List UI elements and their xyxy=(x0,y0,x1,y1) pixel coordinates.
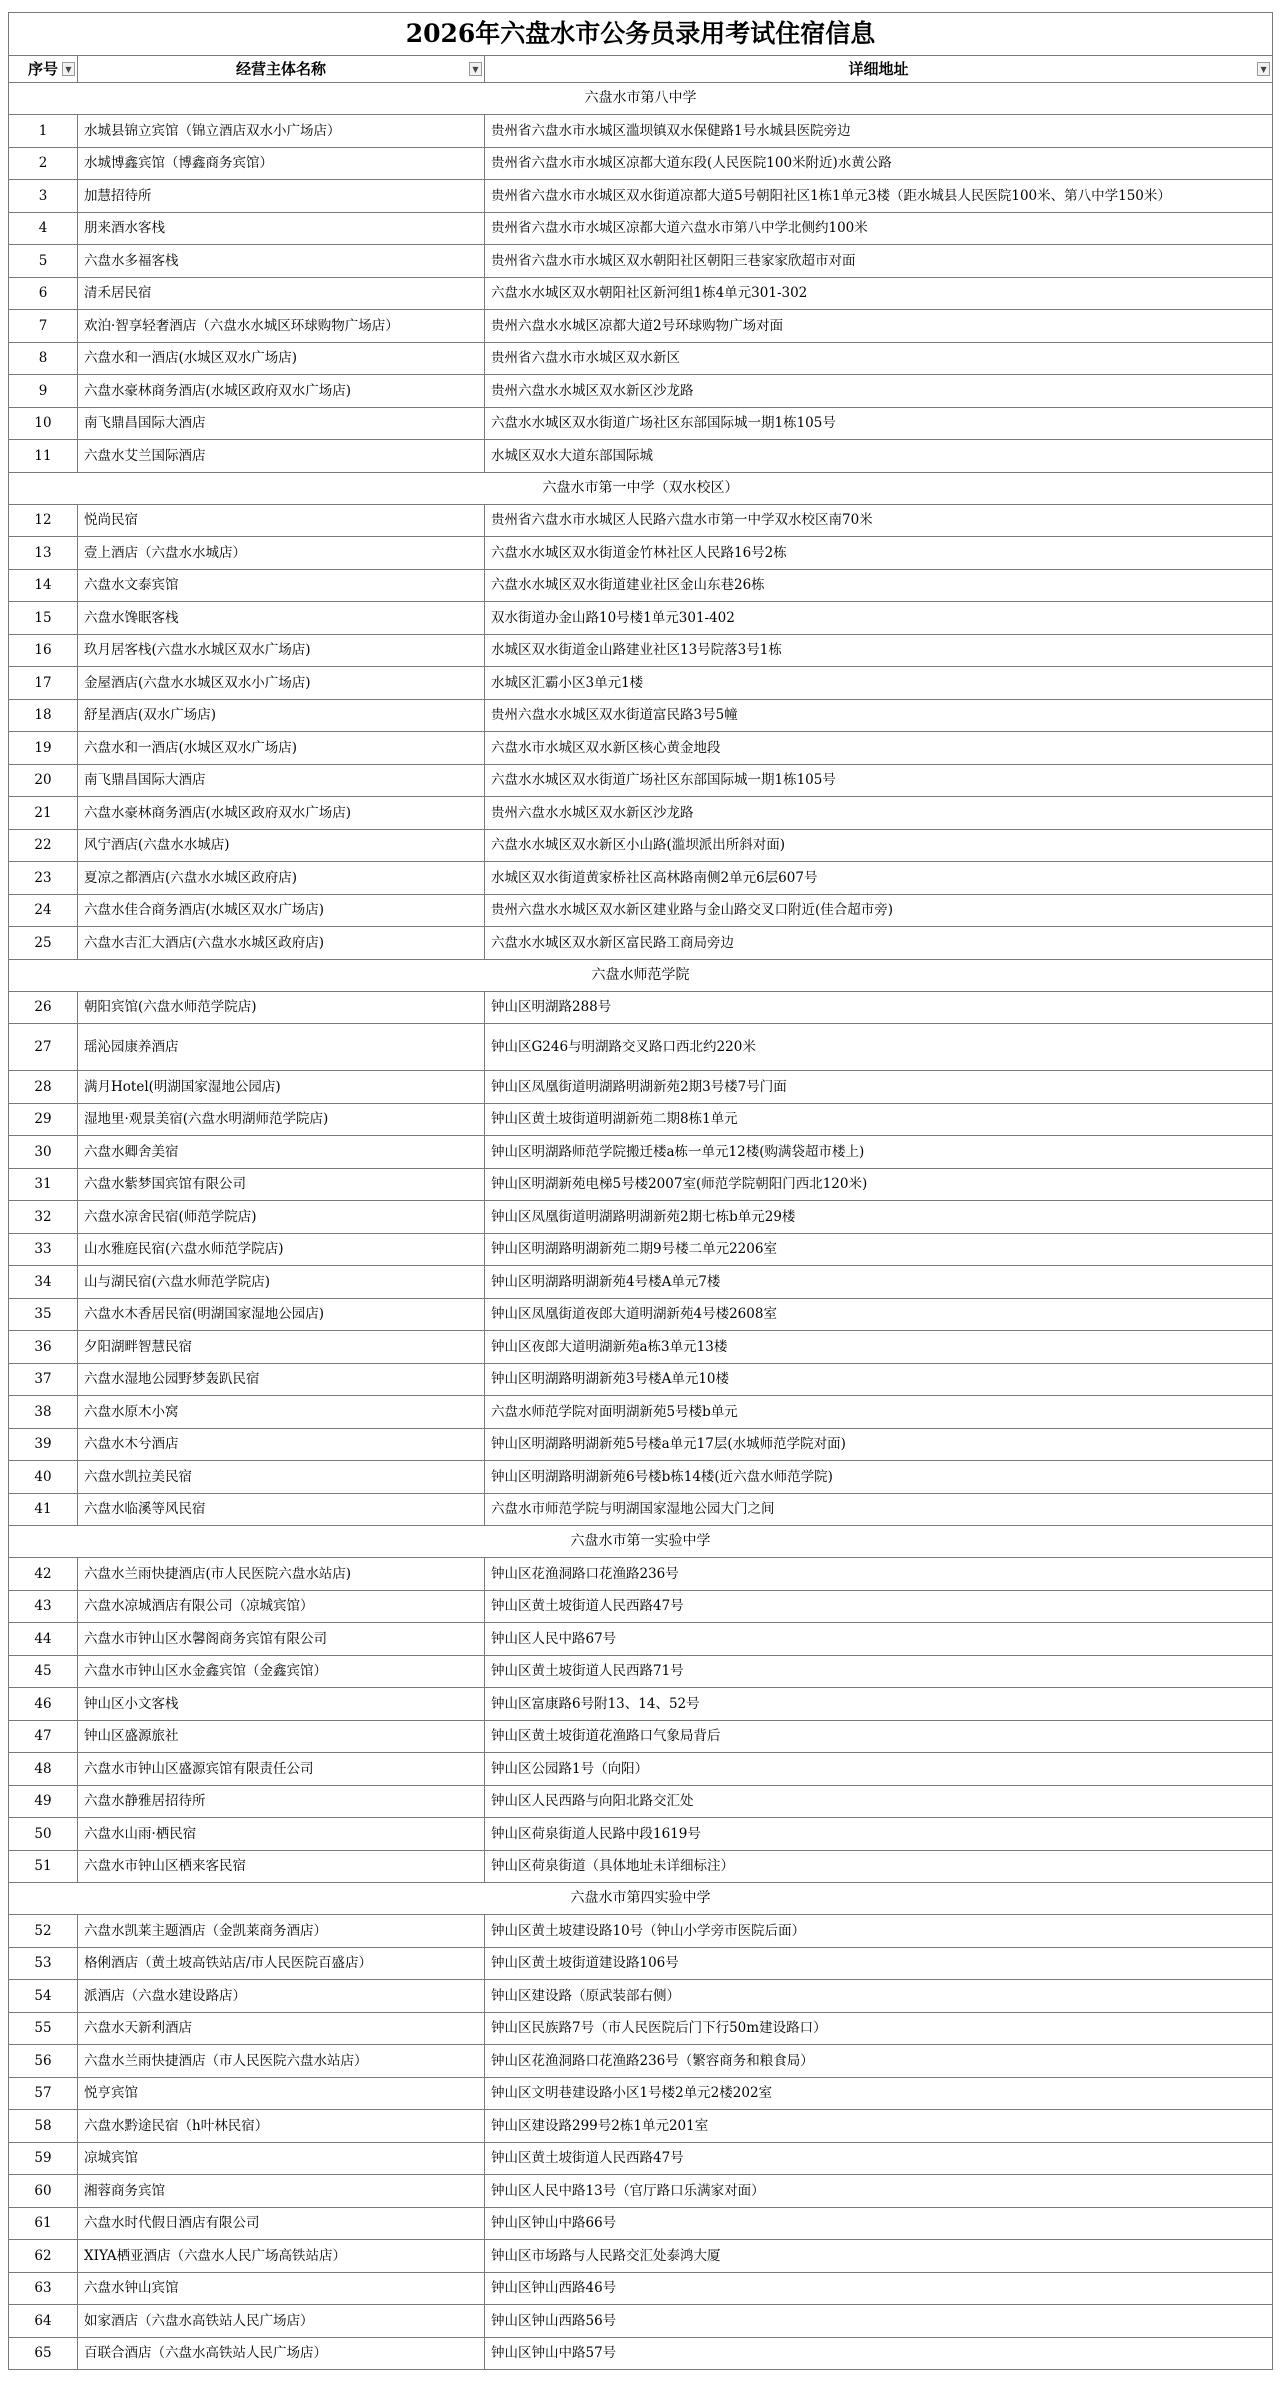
filter-dropdown-icon[interactable]: ▼ xyxy=(62,62,75,76)
address-cell[interactable]: 六盘水师范学院对面明湖新苑5号楼b单元 xyxy=(485,1396,1273,1429)
row-number-cell[interactable]: 9 xyxy=(9,375,78,408)
business-name-cell[interactable]: 玖月居客栈(六盘水水城区双水广场店) xyxy=(78,634,485,667)
table-row xyxy=(9,1558,1273,1591)
address-cell[interactable]: 钟山区公园路1号（向阳） xyxy=(485,1753,1273,1786)
address-cell[interactable]: 贵州六盘水水城区双水新区沙龙路 xyxy=(485,797,1273,830)
row-number-cell[interactable]: 14 xyxy=(9,569,78,602)
row-number-cell[interactable]: 59 xyxy=(9,2142,78,2175)
address-cell[interactable]: 钟山区花渔洞路口花渔路236号 xyxy=(485,1558,1273,1591)
address-cell[interactable]: 钟山区黄土坡建设路10号（钟山小学旁市医院后面） xyxy=(485,1915,1273,1948)
table-row xyxy=(9,569,1273,602)
table-row xyxy=(9,1915,1273,1948)
row-number-cell[interactable]: 61 xyxy=(9,2207,78,2240)
table-body xyxy=(9,83,1273,2370)
business-name-cell[interactable]: 如家酒店（六盘水高铁站人民广场店） xyxy=(78,2305,485,2338)
table-row xyxy=(9,2272,1273,2305)
business-name-cell[interactable]: 六盘水木香居民宿(明湖国家湿地公园店) xyxy=(78,1298,485,1331)
table-row xyxy=(9,245,1273,278)
address-cell[interactable]: 钟山区黄土坡街道人民西路47号 xyxy=(485,2142,1273,2175)
table-row xyxy=(9,1688,1273,1721)
table-row xyxy=(9,1818,1273,1851)
business-name-cell[interactable]: 六盘水和一酒店(水城区双水广场店) xyxy=(78,342,485,375)
business-name-cell[interactable]: 朝阳宾馆(六盘水师范学院店) xyxy=(78,991,485,1024)
address-cell[interactable]: 钟山区明湖新苑电梯5号楼2007室(师范学院朝阳门西北120米) xyxy=(485,1168,1273,1201)
row-number-cell[interactable]: 11 xyxy=(9,440,78,473)
table-row xyxy=(9,2045,1273,2078)
business-name-cell[interactable]: XIYA栖亚酒店（六盘水人民广场高铁站店） xyxy=(78,2240,485,2273)
table-row xyxy=(9,894,1273,927)
table-row xyxy=(9,1720,1273,1753)
business-name-cell[interactable]: 六盘水临溪等风民宿 xyxy=(78,1493,485,1526)
row-number-cell[interactable]: 47 xyxy=(9,1720,78,1753)
row-number-cell[interactable]: 15 xyxy=(9,602,78,635)
table-row xyxy=(9,2175,1273,2208)
row-number-cell[interactable]: 32 xyxy=(9,1201,78,1234)
business-name-cell[interactable]: 派酒店（六盘水建设路店） xyxy=(78,1980,485,2013)
header-cell-address[interactable] xyxy=(485,56,1273,83)
table-row xyxy=(9,1024,1273,1071)
section-header-row xyxy=(9,1526,1273,1558)
business-name-cell[interactable]: 六盘水木兮酒店 xyxy=(78,1428,485,1461)
address-cell[interactable]: 钟山区荷泉街道（具体地址未详细标注） xyxy=(485,1850,1273,1883)
table-row xyxy=(9,1103,1273,1136)
business-name-cell[interactable]: 金屋酒店(六盘水水城区双水小广场店) xyxy=(78,667,485,700)
row-number-cell[interactable]: 51 xyxy=(9,1850,78,1883)
row-number-cell[interactable]: 46 xyxy=(9,1688,78,1721)
row-number-cell[interactable]: 36 xyxy=(9,1331,78,1364)
section-header-row xyxy=(9,83,1273,115)
table-row xyxy=(9,2077,1273,2110)
table-row xyxy=(9,180,1273,213)
row-number-cell[interactable]: 53 xyxy=(9,1947,78,1980)
address-cell[interactable]: 钟山区建设路（原武装部右侧） xyxy=(485,1980,1273,2013)
address-cell[interactable]: 钟山区凤凰街道明湖路明湖新苑2期3号楼7号门面 xyxy=(485,1071,1273,1104)
header-cell-no[interactable] xyxy=(9,56,78,83)
business-name-cell[interactable]: 夏凉之都酒店(六盘水水城区政府店) xyxy=(78,862,485,895)
section-title[interactable]: 六盘水师范学院 xyxy=(9,959,1273,991)
table-row xyxy=(9,2337,1273,2370)
row-number-cell[interactable]: 6 xyxy=(9,277,78,310)
header-no-label: 序号 xyxy=(27,60,58,78)
table-row xyxy=(9,1655,1273,1688)
row-number-cell[interactable]: 10 xyxy=(9,407,78,440)
section-header-row xyxy=(9,472,1273,504)
row-number-cell[interactable]: 24 xyxy=(9,894,78,927)
business-name-cell[interactable]: 六盘水市钟山区水金鑫宾馆（金鑫宾馆） xyxy=(78,1655,485,1688)
row-number-cell[interactable]: 50 xyxy=(9,1818,78,1851)
business-name-cell[interactable]: 南飞鼎昌国际大酒店 xyxy=(78,764,485,797)
business-name-cell[interactable]: 欢泊·智享轻奢酒店（六盘水水城区环球购物广场店） xyxy=(78,310,485,343)
section-title[interactable]: 六盘水市第一中学（双水校区） xyxy=(9,472,1273,504)
business-name-cell[interactable]: 钟山区小文客栈 xyxy=(78,1688,485,1721)
table-row xyxy=(9,2240,1273,2273)
address-cell[interactable]: 钟山区钟山西路56号 xyxy=(485,2305,1273,2338)
table-row xyxy=(9,277,1273,310)
row-number-cell[interactable]: 37 xyxy=(9,1363,78,1396)
row-number-cell[interactable]: 65 xyxy=(9,2337,78,2370)
business-name-cell[interactable]: 六盘水市钟山区栖来客民宿 xyxy=(78,1850,485,1883)
row-number-cell[interactable]: 2 xyxy=(9,147,78,180)
row-number-cell[interactable]: 58 xyxy=(9,2110,78,2143)
business-name-cell[interactable]: 钟山区盛源旅社 xyxy=(78,1720,485,1753)
table-row xyxy=(9,1331,1273,1364)
address-cell[interactable]: 水城区汇霸小区3单元1楼 xyxy=(485,667,1273,700)
row-number-cell[interactable]: 40 xyxy=(9,1461,78,1494)
address-cell[interactable]: 钟山区黄土坡街道花渔路口气象局背后 xyxy=(485,1720,1273,1753)
business-name-cell[interactable]: 六盘水凉舍民宿(师范学院店) xyxy=(78,1201,485,1234)
row-number-cell[interactable]: 64 xyxy=(9,2305,78,2338)
row-number-cell[interactable]: 1 xyxy=(9,115,78,148)
row-number-cell[interactable]: 7 xyxy=(9,310,78,343)
business-name-cell[interactable]: 六盘水和一酒店(水城区双水广场店) xyxy=(78,732,485,765)
business-name-cell[interactable]: 六盘水豪林商务酒店(水城区政府双水广场店) xyxy=(78,797,485,830)
address-cell[interactable]: 六盘水水城区双水街道广场社区东部国际城一期1栋105号 xyxy=(485,764,1273,797)
row-number-cell[interactable]: 62 xyxy=(9,2240,78,2273)
table-row xyxy=(9,862,1273,895)
row-number-cell[interactable]: 35 xyxy=(9,1298,78,1331)
table-row xyxy=(9,1396,1273,1429)
row-number-cell[interactable]: 5 xyxy=(9,245,78,278)
table-row xyxy=(9,2012,1273,2045)
row-number-cell[interactable]: 17 xyxy=(9,667,78,700)
row-number-cell[interactable]: 25 xyxy=(9,927,78,960)
address-cell[interactable]: 贵州省六盘水市水城区双水街道凉都大道5号朝阳社区1栋1单元3楼（距水城县人民医院100米、第八中学150米） xyxy=(485,180,1273,213)
business-name-cell[interactable]: 六盘水凉城酒店有限公司（凉城宾馆） xyxy=(78,1590,485,1623)
row-number-cell[interactable]: 30 xyxy=(9,1136,78,1169)
row-number-cell[interactable]: 29 xyxy=(9,1103,78,1136)
address-cell[interactable]: 贵州六盘水水城区双水街道富民路3号5幢 xyxy=(485,699,1273,732)
business-name-cell[interactable]: 壹上酒店（六盘水水城店） xyxy=(78,537,485,570)
table-row xyxy=(9,407,1273,440)
business-name-cell[interactable]: 六盘水原木小窝 xyxy=(78,1396,485,1429)
business-name-cell[interactable]: 悦亨宾馆 xyxy=(78,2077,485,2110)
row-number-cell[interactable]: 22 xyxy=(9,829,78,862)
filter-dropdown-icon[interactable]: ▼ xyxy=(469,62,482,76)
business-name-cell[interactable]: 湿地里·观景美宿(六盘水明湖师范学院店) xyxy=(78,1103,485,1136)
row-number-cell[interactable]: 18 xyxy=(9,699,78,732)
business-name-cell[interactable]: 凉城宾馆 xyxy=(78,2142,485,2175)
business-name-cell[interactable]: 夕阳湖畔智慧民宿 xyxy=(78,1331,485,1364)
address-cell[interactable]: 贵州六盘水水城区双水新区沙龙路 xyxy=(485,375,1273,408)
table-row xyxy=(9,2110,1273,2143)
row-number-cell[interactable]: 60 xyxy=(9,2175,78,2208)
row-number-cell[interactable]: 31 xyxy=(9,1168,78,1201)
business-name-cell[interactable]: 六盘水佳合商务酒店(水城区双水广场店) xyxy=(78,894,485,927)
business-name-cell[interactable]: 水城博鑫宾馆（博鑫商务宾馆） xyxy=(78,147,485,180)
business-name-cell[interactable]: 六盘水凯拉美民宿 xyxy=(78,1461,485,1494)
address-cell[interactable]: 钟山区文明巷建设路小区1号楼2单元2楼202室 xyxy=(485,2077,1273,2110)
table-row xyxy=(9,1136,1273,1169)
row-number-cell[interactable]: 39 xyxy=(9,1428,78,1461)
row-number-cell[interactable]: 3 xyxy=(9,180,78,213)
row-number-cell[interactable]: 63 xyxy=(9,2272,78,2305)
table-row xyxy=(9,699,1273,732)
row-number-cell[interactable]: 55 xyxy=(9,2012,78,2045)
business-name-cell[interactable]: 六盘水山雨·栖民宿 xyxy=(78,1818,485,1851)
address-cell[interactable]: 钟山区民族路7号（市人民医院后门下行50m建设路口） xyxy=(485,2012,1273,2045)
business-name-cell[interactable]: 加慧招待所 xyxy=(78,180,485,213)
business-name-cell[interactable]: 朋来酒水客栈 xyxy=(78,212,485,245)
business-name-cell[interactable]: 六盘水天新利酒店 xyxy=(78,2012,485,2045)
row-number-cell[interactable]: 27 xyxy=(9,1024,78,1071)
row-number-cell[interactable]: 21 xyxy=(9,797,78,830)
address-cell[interactable]: 钟山区钟山中路57号 xyxy=(485,2337,1273,2370)
table-row xyxy=(9,212,1273,245)
table-row xyxy=(9,1785,1273,1818)
table-row xyxy=(9,1266,1273,1299)
business-name-cell[interactable]: 六盘水艾兰国际酒店 xyxy=(78,440,485,473)
table-row xyxy=(9,1590,1273,1623)
business-name-cell[interactable]: 南飞鼎昌国际大酒店 xyxy=(78,407,485,440)
business-name-cell[interactable]: 六盘水钟山宾馆 xyxy=(78,2272,485,2305)
address-cell[interactable]: 贵州省六盘水市水城区人民路六盘水市第一中学双水校区南70米 xyxy=(485,504,1273,537)
address-cell[interactable]: 钟山区明湖路288号 xyxy=(485,991,1273,1024)
spreadsheet xyxy=(8,12,1272,2370)
business-name-cell[interactable]: 六盘水文泰宾馆 xyxy=(78,569,485,602)
address-cell[interactable]: 贵州六盘水水城区凉都大道2号环球购物广场对面 xyxy=(485,310,1273,343)
title-row xyxy=(9,13,1273,56)
business-name-cell[interactable]: 六盘水兰雨快捷酒店(市人民医院六盘水站店) xyxy=(78,1558,485,1591)
address-cell[interactable]: 钟山区黄土坡街道明湖新苑二期8栋1单元 xyxy=(485,1103,1273,1136)
row-number-cell[interactable]: 56 xyxy=(9,2045,78,2078)
address-cell[interactable]: 钟山区花渔洞路口花渔路236号（繁容商务和粮食局） xyxy=(485,2045,1273,2078)
table-row xyxy=(9,1753,1273,1786)
business-name-cell[interactable]: 六盘水馋眠客栈 xyxy=(78,602,485,635)
row-number-cell[interactable]: 19 xyxy=(9,732,78,765)
row-number-cell[interactable]: 48 xyxy=(9,1753,78,1786)
address-cell[interactable]: 钟山区荷泉街道人民路中段1619号 xyxy=(485,1818,1273,1851)
table-row xyxy=(9,797,1273,830)
table-row xyxy=(9,991,1273,1024)
address-cell[interactable]: 钟山区凤凰街道夜郎大道明湖新苑4号楼2608室 xyxy=(485,1298,1273,1331)
business-name-cell[interactable]: 山水雅庭民宿(六盘水师范学院店) xyxy=(78,1233,485,1266)
address-cell[interactable]: 钟山区明湖路明湖新苑3号楼A单元10楼 xyxy=(485,1363,1273,1396)
business-name-cell[interactable]: 六盘水湿地公园野梦轰趴民宿 xyxy=(78,1363,485,1396)
business-name-cell[interactable]: 湘蓉商务宾馆 xyxy=(78,2175,485,2208)
table-row xyxy=(9,440,1273,473)
row-number-cell[interactable]: 38 xyxy=(9,1396,78,1429)
table-row xyxy=(9,375,1273,408)
table-row xyxy=(9,1168,1273,1201)
row-number-cell[interactable]: 16 xyxy=(9,634,78,667)
business-name-cell[interactable]: 六盘水黔途民宿（h叶林民宿） xyxy=(78,2110,485,2143)
row-number-cell[interactable]: 33 xyxy=(9,1233,78,1266)
header-name-label: 经营主体名称 xyxy=(235,60,326,78)
row-number-cell[interactable]: 26 xyxy=(9,991,78,1024)
address-cell[interactable]: 钟山区夜郎大道明湖新苑a栋3单元13楼 xyxy=(485,1331,1273,1364)
business-name-cell[interactable]: 水城县锦立宾馆（锦立酒店双水小广场店） xyxy=(78,115,485,148)
table-row xyxy=(9,1233,1273,1266)
row-number-cell[interactable]: 49 xyxy=(9,1785,78,1818)
table-row xyxy=(9,1493,1273,1526)
address-cell[interactable]: 钟山区明湖路明湖新苑6号楼b栋14楼(近六盘水师范学院) xyxy=(485,1461,1273,1494)
address-cell[interactable]: 贵州六盘水水城区双水新区建业路与金山路交叉口附近(佳合超市旁) xyxy=(485,894,1273,927)
row-number-cell[interactable]: 44 xyxy=(9,1623,78,1656)
table-row xyxy=(9,602,1273,635)
table-row xyxy=(9,1071,1273,1104)
table-row xyxy=(9,2142,1273,2175)
business-name-cell[interactable]: 格俐酒店（黄土坡高铁站店/市人民医院百盛店） xyxy=(78,1947,485,1980)
address-cell[interactable]: 六盘水水城区双水新区小山路(滥坝派出所斜对面) xyxy=(485,829,1273,862)
row-number-cell[interactable]: 13 xyxy=(9,537,78,570)
address-cell[interactable]: 钟山区明湖路明湖新苑二期9号楼二单元2206室 xyxy=(485,1233,1273,1266)
address-cell[interactable]: 钟山区明湖路师范学院搬迁楼a栋一单元12楼(购满袋超市楼上) xyxy=(485,1136,1273,1169)
table-row xyxy=(9,2305,1273,2338)
section-header-row xyxy=(9,959,1273,991)
row-number-cell[interactable]: 28 xyxy=(9,1071,78,1104)
address-cell[interactable]: 贵州省六盘水市水城区双水朝阳社区朝阳三巷家家欣超市对面 xyxy=(485,245,1273,278)
address-cell[interactable]: 钟山区人民中路67号 xyxy=(485,1623,1273,1656)
address-cell[interactable]: 贵州省六盘水市水城区凉都大道东段(人民医院100米附近)水黄公路 xyxy=(485,147,1273,180)
business-name-cell[interactable]: 六盘水市钟山区盛源宾馆有限责任公司 xyxy=(78,1753,485,1786)
section-header-row xyxy=(9,1883,1273,1915)
address-cell[interactable]: 水城区双水街道黄家桥社区高林路南侧2单元6层607号 xyxy=(485,862,1273,895)
address-cell[interactable]: 钟山区黄土坡街道人民西路71号 xyxy=(485,1655,1273,1688)
address-cell[interactable]: 六盘水市师范学院与明湖国家湿地公园大门之间 xyxy=(485,1493,1273,1526)
address-cell[interactable]: 六盘水水城区双水街道广场社区东部国际城一期1栋105号 xyxy=(485,407,1273,440)
table-row xyxy=(9,732,1273,765)
table-row xyxy=(9,537,1273,570)
address-cell[interactable]: 贵州省六盘水市水城区凉都大道六盘水市第八中学北侧约100米 xyxy=(485,212,1273,245)
business-name-cell[interactable]: 六盘水豪林商务酒店(水城区政府双水广场店) xyxy=(78,375,485,408)
business-name-cell[interactable]: 清禾居民宿 xyxy=(78,277,485,310)
address-cell[interactable]: 水城区双水街道金山路建业社区13号院落3号1栋 xyxy=(485,634,1273,667)
address-cell[interactable]: 钟山区G246与明湖路交叉路口西北约220米 xyxy=(485,1024,1273,1071)
section-title[interactable]: 六盘水市第八中学 xyxy=(9,83,1273,115)
address-cell[interactable]: 钟山区市场路与人民路交汇处泰鸿大厦 xyxy=(485,2240,1273,2273)
table-row xyxy=(9,342,1273,375)
row-number-cell[interactable]: 57 xyxy=(9,2077,78,2110)
row-number-cell[interactable]: 52 xyxy=(9,1915,78,1948)
address-cell[interactable]: 钟山区黄土坡街道建设路106号 xyxy=(485,1947,1273,1980)
header-address-label: 详细地址 xyxy=(848,60,909,78)
address-cell[interactable]: 钟山区人民中路13号（官厅路口乐满家对面） xyxy=(485,2175,1273,2208)
address-cell[interactable]: 钟山区明湖路明湖新苑5号楼a单元17层(水城师范学院对面) xyxy=(485,1428,1273,1461)
address-cell[interactable]: 钟山区凤凰街道明湖路明湖新苑2期七栋b单元29楼 xyxy=(485,1201,1273,1234)
table-row xyxy=(9,1980,1273,2013)
business-name-cell[interactable]: 瑶沁园康养酒店 xyxy=(78,1024,485,1071)
table-row xyxy=(9,1461,1273,1494)
address-cell[interactable]: 六盘水水城区双水朝阳社区新河组1栋4单元301-302 xyxy=(485,277,1273,310)
table-row xyxy=(9,927,1273,960)
row-number-cell[interactable]: 23 xyxy=(9,862,78,895)
section-title[interactable]: 六盘水市第四实验中学 xyxy=(9,1883,1273,1915)
address-cell[interactable]: 贵州省六盘水市水城区双水新区 xyxy=(485,342,1273,375)
address-cell[interactable]: 六盘水水城区双水新区富民路工商局旁边 xyxy=(485,927,1273,960)
header-row xyxy=(9,56,1273,83)
business-name-cell[interactable]: 百联合酒店（六盘水高铁站人民广场店） xyxy=(78,2337,485,2370)
address-cell[interactable]: 六盘水水城区双水街道金竹林社区人民路16号2栋 xyxy=(485,537,1273,570)
address-cell[interactable]: 钟山区人民西路与向阳北路交汇处 xyxy=(485,1785,1273,1818)
lodging-table xyxy=(8,12,1273,2370)
address-cell[interactable]: 双水街道办金山路10号楼1单元301-402 xyxy=(485,602,1273,635)
address-cell[interactable]: 钟山区钟山西路46号 xyxy=(485,2272,1273,2305)
row-number-cell[interactable]: 4 xyxy=(9,212,78,245)
header-cell-name[interactable] xyxy=(78,56,485,83)
row-number-cell[interactable]: 8 xyxy=(9,342,78,375)
table-row xyxy=(9,2207,1273,2240)
address-cell[interactable]: 六盘水水城区双水街道建业社区金山东巷26栋 xyxy=(485,569,1273,602)
row-number-cell[interactable]: 43 xyxy=(9,1590,78,1623)
business-name-cell[interactable]: 六盘水吉汇大酒店(六盘水水城区政府店) xyxy=(78,927,485,960)
business-name-cell[interactable]: 舒星酒店(双水广场店) xyxy=(78,699,485,732)
row-number-cell[interactable]: 41 xyxy=(9,1493,78,1526)
address-cell[interactable]: 钟山区钟山中路66号 xyxy=(485,2207,1273,2240)
table-row xyxy=(9,115,1273,148)
table-row xyxy=(9,1850,1273,1883)
page-title: 2026年六盘水市公务员录用考试住宿信息 xyxy=(9,13,1273,56)
business-name-cell[interactable]: 悦尚民宿 xyxy=(78,504,485,537)
business-name-cell[interactable]: 六盘水多福客栈 xyxy=(78,245,485,278)
business-name-cell[interactable]: 六盘水兰雨快捷酒店（市人民医院六盘水站店） xyxy=(78,2045,485,2078)
table-row xyxy=(9,504,1273,537)
address-cell[interactable]: 钟山区建设路299号2栋1单元201室 xyxy=(485,2110,1273,2143)
row-number-cell[interactable]: 12 xyxy=(9,504,78,537)
table-row xyxy=(9,829,1273,862)
table-row xyxy=(9,310,1273,343)
table-row xyxy=(9,1298,1273,1331)
table-row xyxy=(9,1428,1273,1461)
table-row xyxy=(9,1623,1273,1656)
business-name-cell[interactable]: 六盘水卿舍美宿 xyxy=(78,1136,485,1169)
business-name-cell[interactable]: 六盘水市钟山区水馨阁商务宾馆有限公司 xyxy=(78,1623,485,1656)
table-row xyxy=(9,1201,1273,1234)
address-cell[interactable]: 贵州省六盘水市水城区滥坝镇双水保健路1号水城县医院旁边 xyxy=(485,115,1273,148)
row-number-cell[interactable]: 45 xyxy=(9,1655,78,1688)
table-row xyxy=(9,1947,1273,1980)
address-cell[interactable]: 钟山区黄土坡街道人民西路47号 xyxy=(485,1590,1273,1623)
section-title[interactable]: 六盘水市第一实验中学 xyxy=(9,1526,1273,1558)
row-number-cell[interactable]: 54 xyxy=(9,1980,78,2013)
address-cell[interactable]: 水城区双水大道东部国际城 xyxy=(485,440,1273,473)
business-name-cell[interactable]: 六盘水静雅居招待所 xyxy=(78,1785,485,1818)
business-name-cell[interactable]: 满月Hotel(明湖国家湿地公园店) xyxy=(78,1071,485,1104)
business-name-cell[interactable]: 风宁酒店(六盘水水城店) xyxy=(78,829,485,862)
row-number-cell[interactable]: 20 xyxy=(9,764,78,797)
filter-dropdown-icon[interactable]: ▼ xyxy=(1257,62,1270,76)
table-row xyxy=(9,634,1273,667)
business-name-cell[interactable]: 六盘水时代假日酒店有限公司 xyxy=(78,2207,485,2240)
table-row xyxy=(9,147,1273,180)
address-cell[interactable]: 钟山区明湖路明湖新苑4号楼A单元7楼 xyxy=(485,1266,1273,1299)
table-row xyxy=(9,764,1273,797)
business-name-cell[interactable]: 山与湖民宿(六盘水师范学院店) xyxy=(78,1266,485,1299)
address-cell[interactable]: 六盘水市水城区双水新区核心黄金地段 xyxy=(485,732,1273,765)
address-cell[interactable]: 钟山区富康路6号附13、14、52号 xyxy=(485,1688,1273,1721)
business-name-cell[interactable]: 六盘水紫梦国宾馆有限公司 xyxy=(78,1168,485,1201)
business-name-cell[interactable]: 六盘水凯莱主题酒店（金凯莱商务酒店） xyxy=(78,1915,485,1948)
row-number-cell[interactable]: 42 xyxy=(9,1558,78,1591)
row-number-cell[interactable]: 34 xyxy=(9,1266,78,1299)
table-row xyxy=(9,667,1273,700)
table-row xyxy=(9,1363,1273,1396)
